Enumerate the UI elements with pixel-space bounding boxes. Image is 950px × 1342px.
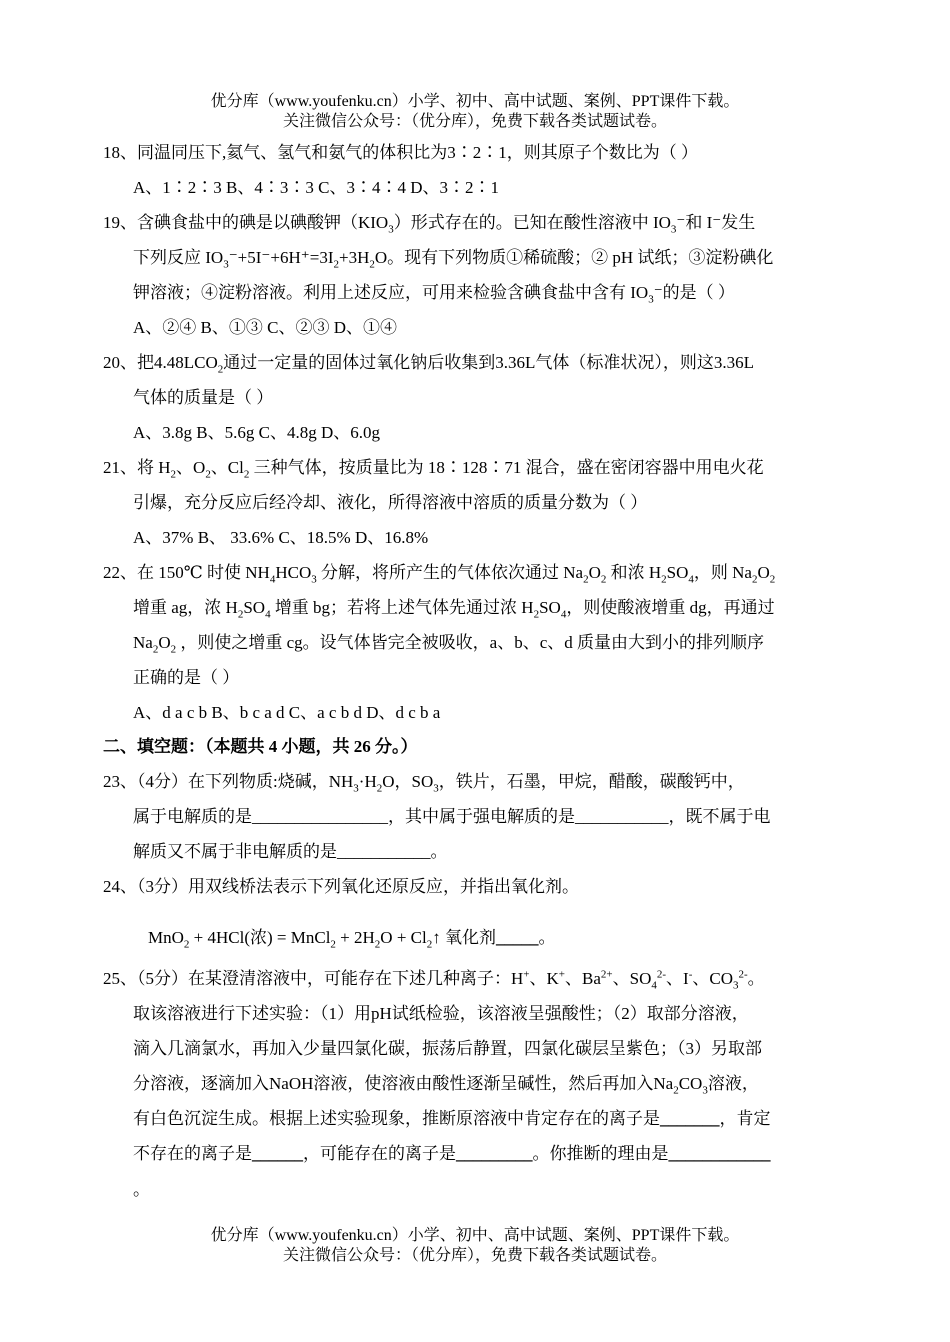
header-line-2: 关注微信公众号：（优分库），免费下载各类试题试卷。 bbox=[282, 113, 667, 130]
question-18: 18、同温同压下,氦气、氢气和氨气的体积比为3∶2∶1，则其原子个数比为（ ） bbox=[103, 143, 698, 162]
question-25-line-5: 有白色沉淀生成。根据上述实验现象，推断原溶液中肯定存在的离子是_______，肯定 bbox=[133, 1109, 771, 1128]
answer-blank: _______ bbox=[660, 1109, 720, 1128]
section-2-heading: 二、填空题：（本题共 4 小题，共 26 分。） bbox=[103, 737, 418, 756]
question-19-line-1: 19、含碘食盐中的碘是以碘酸钾$(KIO_3)$形式存在的。已知在酸性溶液中 $IO_3^-$和 I⁻发生 bbox=[103, 213, 756, 236]
question-22-line-3: $Na_2O_2$ ，则使之增重 cg。设气体皆完全被吸收，a、b、c、d 质量由大到小的排列顺序 bbox=[133, 633, 764, 656]
question-20-line-2: 气体的质量是（ ） bbox=[133, 388, 274, 407]
header-line-1: 优分库（www.youfenku.cn）小学、初中、高中试题、案例、PPT课件下载。 bbox=[210, 93, 740, 110]
question-19-line-3: 钾溶液；④淀粉溶液。利用上述反应，可用来检验含碘食盐中含有 $IO_3^-$的是（ ） bbox=[133, 283, 735, 306]
question-23-line-1: 23、（4分）在下列物质:烧碱，$NH_3\cdot H_2O$，$SO_3$，铁片，石墨，甲烷，醋酸，碳酸钙中， bbox=[103, 772, 745, 795]
answer-blank: _________ bbox=[456, 1144, 533, 1163]
footer-line-2: 关注微信公众号：（优分库），免费下载各类试题试卷。 bbox=[282, 1247, 667, 1264]
question-23-line-2: 属于电解质的是________________，其中属于强电解质的是___________，既不属于电 bbox=[133, 807, 771, 826]
question-20-line-1: 20、把$4.48LCO_2$通过一定量的固体过氧化钠后收集到3.36L气体（标准状况），则这3.36L bbox=[103, 353, 755, 376]
question-22-line-1: 22、在 150℃ 时使 $NH_4HCO_3$ 分解，将所产生的气体依次通过 $Na_2O_2$ 和浓 $H_2SO_4$，则 $Na_2O_2$ bbox=[103, 563, 776, 586]
question-25-line-6: 不存在的离子是______，可能存在的离子是_________。你推断的理由是____________ bbox=[133, 1144, 771, 1163]
question-25-line-7: 。 bbox=[133, 1180, 150, 1199]
question-25-line-2: 取该溶液进行下述实验：（1）用pH试纸检验，该溶液呈强酸性；（2）取部分溶液， bbox=[133, 1004, 749, 1023]
question-22-line-2: 增重 ag，浓 $H_2SO_4$ 增重 bg；若将上述气体先通过浓 $H_2SO_4$，则使酸液增重 dg，再通过 bbox=[133, 598, 775, 621]
question-19-line-2: 下列反应 $IO_3^-+5I^-+6H^+=3I_2+3H_2O$。现有下列物质①稀硫酸；② pH 试纸；③淀粉碘化 bbox=[133, 248, 774, 271]
question-22-line-4: 正确的是（ ） bbox=[133, 668, 240, 687]
question-19-options: A、②④ B、①③ C、②③ D、①④ bbox=[133, 318, 397, 337]
question-25-line-4: 分溶液，逐滴加入NaOH溶液，使溶液由酸性逐渐呈碱性，然后再加入$Na_2CO_3$溶液， bbox=[133, 1074, 759, 1097]
question-21-line-2: 引爆，充分反应后经冷却、液化，所得溶液中溶质的质量分数为（ ） bbox=[133, 493, 648, 512]
answer-blank: ____________ bbox=[668, 1144, 771, 1163]
question-24-line-1: 24、（3分）用双线桥法表示下列氧化还原反应，并指出氧化剂。 bbox=[103, 877, 579, 896]
question-22-options: A、d a c b B、b c a d C、a c b d D、d c b a bbox=[133, 703, 441, 722]
question-21-options: A、37% B、 33.6% C、18.5% D、16.8% bbox=[133, 528, 429, 547]
question-20-options: A、3.8g B、5.6g C、4.8g D、6.0g bbox=[133, 423, 380, 442]
footer-line-1: 优分库（www.youfenku.cn）小学、初中、高中试题、案例、PPT课件下载。 bbox=[210, 1227, 740, 1244]
question-25-line-1: 25、（5分）在某澄清溶液中，可能存在下述几种离子：H+、K+、$Ba^{2+}$、$SO_4^{2-}$、I-、$CO_3^{2-}$。 bbox=[103, 968, 765, 992]
answer-blank: _____ bbox=[495, 928, 539, 947]
question-18-options: A、1∶2∶3 B、4∶3∶3 C、3∶4∶4 D、3∶2∶1 bbox=[133, 178, 499, 197]
question-24-equation: MnO$_2$ + 4HCl(浓) = MnCl$_2$ + $2H_2O$ + $Cl_2↑$ 氧化剂_____。 bbox=[148, 928, 556, 951]
question-25-line-3: 滴入几滴氯水，再加入少量四氯化碳，振荡后静置，四氯化碳层呈紫色；（3）另取部 bbox=[133, 1039, 762, 1058]
answer-blank: ______ bbox=[252, 1144, 303, 1163]
question-21-line-1: 21、将 $H_2$、$O_2$、$Cl_2$ 三种气体，按质量比为 18∶128∶71 混合，盛在密闭容器中用电火花 bbox=[103, 458, 764, 481]
question-23-line-3: 解质又不属于非电解质的是___________。 bbox=[133, 842, 448, 861]
